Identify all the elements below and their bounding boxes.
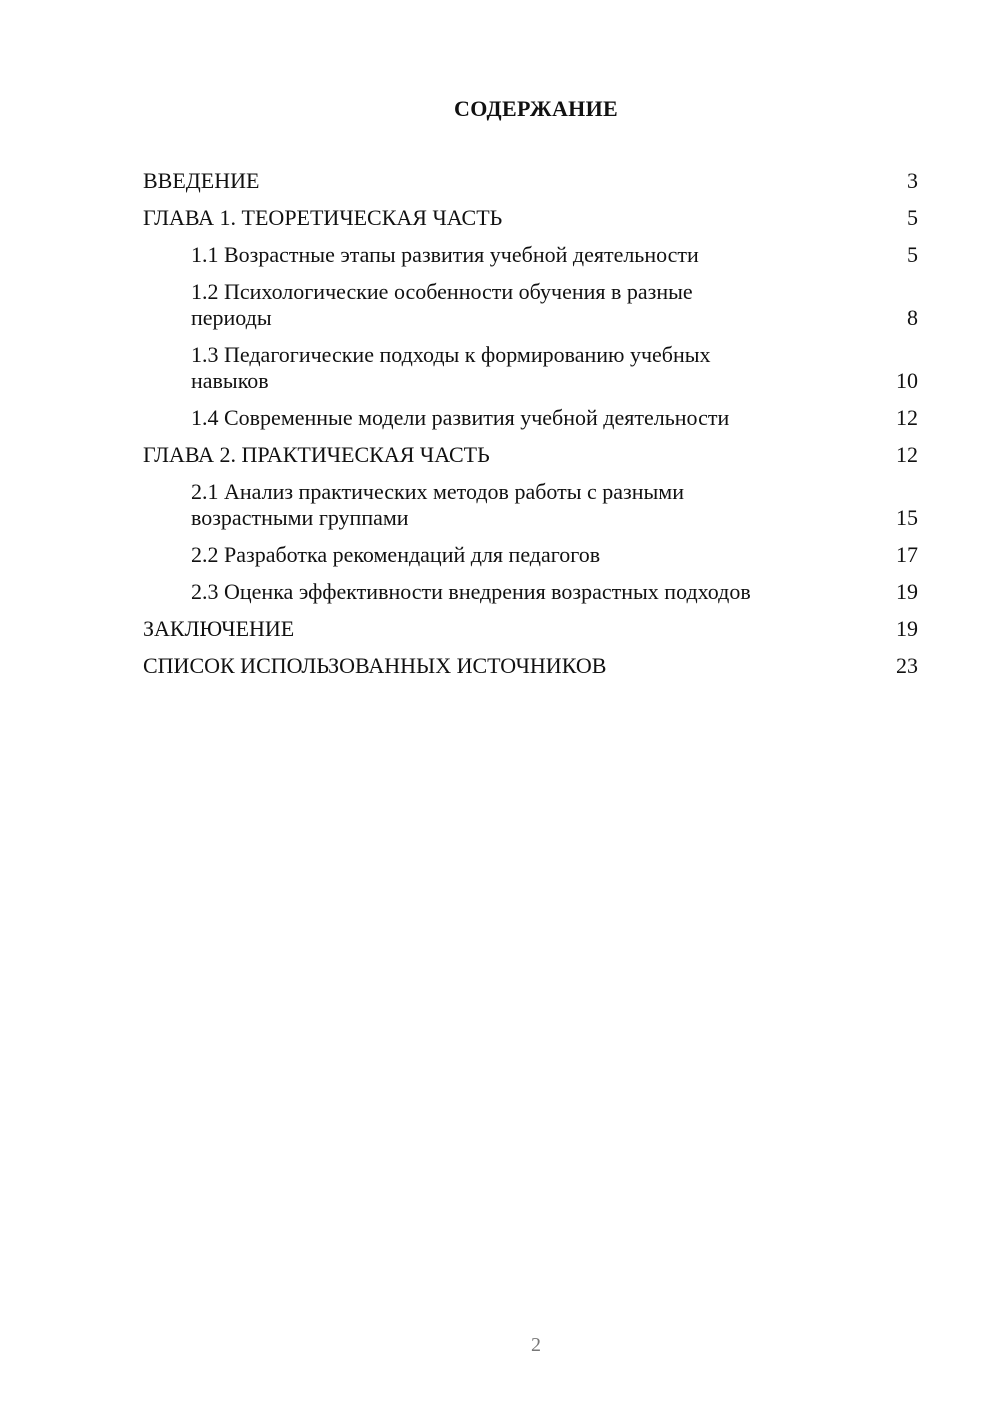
toc-entry-text: 1.4 Современные модели развития учебной деятельности [191, 405, 730, 430]
page-title: СОДЕРЖАНИЕ [454, 96, 618, 121]
toc-entry-text: ГЛАВА 1. ТЕОРЕТИЧЕСКАЯ ЧАСТЬ [143, 205, 503, 230]
toc-entry-section-1-2[interactable] [143, 279, 918, 331]
toc-entry-introduction[interactable] [143, 168, 918, 194]
toc-entry-section-1-1[interactable] [143, 242, 918, 268]
toc-entry-page: 19 [896, 579, 918, 604]
toc-entry-references[interactable] [143, 653, 918, 679]
toc-entry-chapter-1[interactable] [143, 205, 918, 231]
toc-entry-text: 1.3 Педагогические подходы к формированию учебных навыков [191, 342, 711, 393]
toc-entry-text: 1.2 Психологические особенности обучения в разные периоды [191, 279, 693, 330]
page-number: 2 [531, 1334, 541, 1356]
toc-entry-text: ВВЕДЕНИЕ [143, 168, 260, 193]
toc-entry-page: 12 [896, 405, 918, 430]
toc-entry-text: ЗАКЛЮЧЕНИЕ [143, 616, 295, 641]
toc-entry-section-2-3[interactable] [143, 579, 918, 605]
toc-entry-text: 2.3 Оценка эффективности внедрения возрастных подходов [191, 579, 751, 604]
toc-entry-section-2-1[interactable] [143, 479, 918, 531]
toc-entry-page: 5 [907, 205, 918, 230]
toc-entry-section-1-3[interactable] [143, 342, 918, 394]
toc-entry-text: 1.1 Возрастные этапы развития учебной деятельности [191, 242, 699, 267]
toc-entry-page: 8 [907, 305, 918, 330]
toc-entry-conclusion[interactable] [143, 616, 918, 642]
toc-entry-page: 19 [896, 616, 918, 641]
toc-entry-text: ГЛАВА 2. ПРАКТИЧЕСКАЯ ЧАСТЬ [143, 442, 490, 467]
toc-entry-page: 10 [896, 368, 918, 393]
toc-entry-text: СПИСОК ИСПОЛЬЗОВАННЫХ ИСТОЧНИКОВ [143, 653, 607, 678]
toc-entry-page: 5 [907, 242, 918, 267]
toc-entry-chapter-2[interactable] [143, 442, 918, 468]
toc-entry-section-2-2[interactable] [143, 542, 918, 568]
toc-entry-page: 17 [896, 542, 918, 567]
toc-entry-section-1-4[interactable] [143, 405, 918, 431]
toc-entry-page: 23 [896, 653, 918, 678]
toc-entry-page: 12 [896, 442, 918, 467]
toc-entry-text: 2.2 Разработка рекомендаций для педагогов [191, 542, 601, 567]
toc-entry-page: 3 [907, 168, 918, 193]
toc-entry-page: 15 [896, 505, 918, 530]
toc-entry-text: 2.1 Анализ практических методов работы с разными возрастными группами [191, 479, 684, 530]
table-of-contents [143, 168, 918, 690]
